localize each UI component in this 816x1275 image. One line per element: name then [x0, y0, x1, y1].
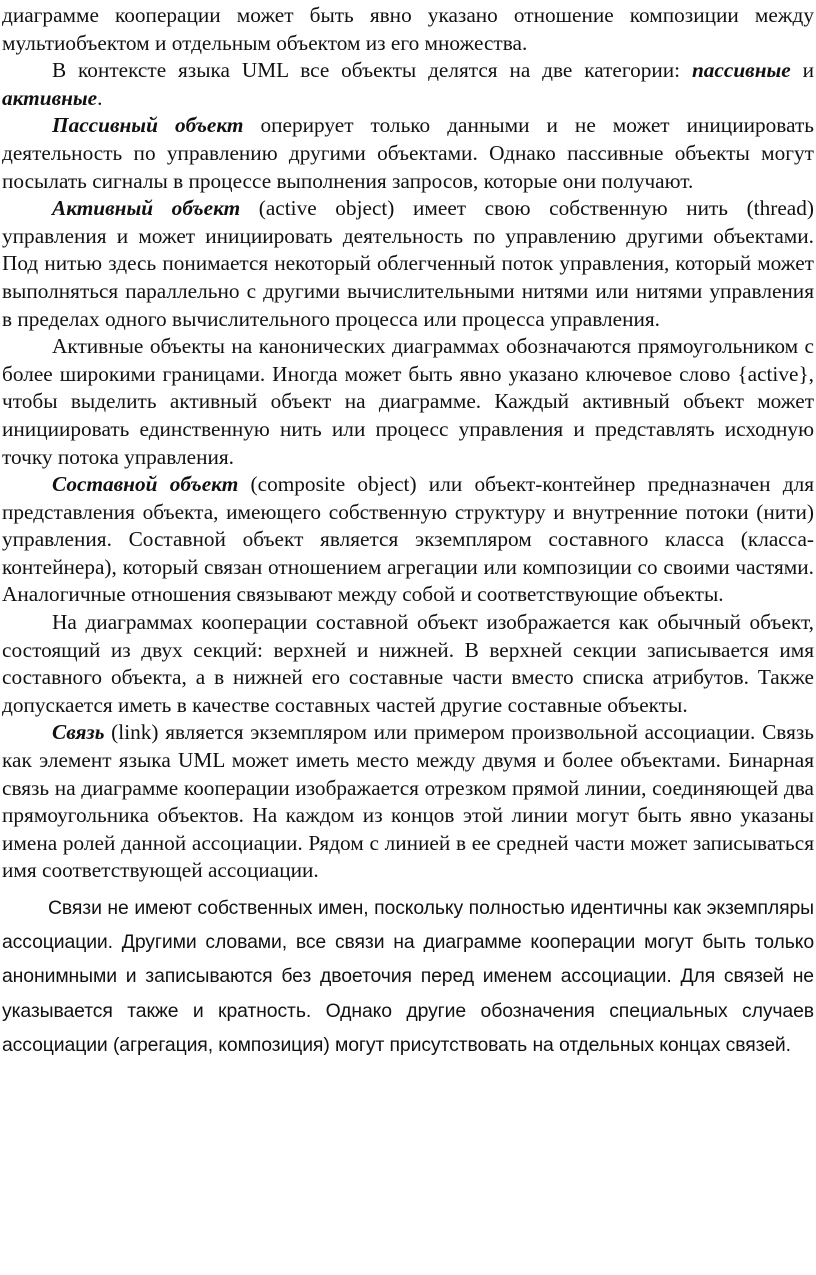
paragraph-lead: В контексте языка UML все объекты делятся на две категории: [52, 58, 692, 83]
paragraph-text: диаграмме кооперации может быть явно указано отношение композиции между мультиобъектом и отдельным объектом из его множества. [2, 3, 814, 55]
paragraph-active-notation [2, 333, 814, 471]
paragraph-text: (composite object) или объект-контейнер предназначен для представления объекта, имеющего собственную структуру и внутренние потоки (нити) управления. Составной объект является экземпляром составного класса (класса-контейнера), который связан отношением агрегации или композиции со своими частями. Аналогичные отношения связывают между собой и соответствующие объекты. [2, 472, 814, 607]
paragraph-passive-object [2, 112, 814, 195]
paragraph-text: На диаграммах кооперации составной объект изображается как обычный объект, состоящий из двух секций: верхней и нижней. В верхней секции записывается имя составного объекта, а в нижней его составные части вместо списка атрибутов. Также допускается иметь в качестве составных частей другие составные объекты. [2, 610, 814, 717]
paragraph-connector: и [790, 58, 814, 83]
paragraph-active-object [2, 195, 814, 333]
term-passive-object: Пассивный объект [52, 113, 244, 138]
paragraph-text: (link) является экземпляром или примером произвольной ассоциации. Связь как элемент языка UML может иметь место между двумя и более объектами. Бинарная связь на диаграмме кооперации изображается отрезком прямой линии, соединяющей два прямоугольника объектов. На каждом из концов этой линии могут быть явно указаны имена ролей данной ассоциации. Рядом с линией в ее средней части может записываться имя соответствующей ассоциации. [2, 720, 814, 883]
paragraph-tail: . [97, 85, 103, 110]
paragraph-composition-relation [2, 2, 814, 57]
paragraph-link [2, 719, 814, 885]
paragraph-text: оперирует только данными и не может инициировать деятельность по управлению другими объектами. Однако пассивные объекты могут посылать сигналы в процессе выполнения запросов, которые они получают. [2, 113, 814, 193]
paragraph-text: Связи не имеют собственных имен, поскольку полностью идентичны как экземпляры ассоциации. Другими словами, все связи на диаграмме кооперации могут быть только анонимными и записываются без двоеточия перед именем ассоциации. Для связей не указывается также и кратность. Однако другие обозначения специальных случаев ассоциации (агрегация, композиция) могут присутствовать на отдельных концах связей. [2, 897, 814, 1056]
paragraph-text: (active object) имеет свою собственную нить (thread) управления и может инициировать деятельность по управлению другими объектами. Под нитью здесь понимается некоторый облегченный поток управления, который может выполняться параллельно с другими вычислительными нитями или нитями управления в пределах одного вычислительного процесса или процесса управления. [2, 196, 814, 331]
term-composite-object: Составной объект [52, 472, 239, 497]
paragraph-composite-notation [2, 609, 814, 719]
paragraph-text: Активные объекты на канонических диаграммах обозначаются прямоугольником с более широкими границами. Иногда может быть явно указано ключевое слово {active}, чтобы выделить активный объект на диаграмме. Каждый активный объект может инициировать единственную нить или процесс управления и представлять исходную точку потока управления. [2, 334, 814, 469]
term-passive: пассивные [691, 58, 791, 83]
paragraph-composite-object [2, 471, 814, 609]
paragraph-link-names [2, 891, 814, 1062]
term-active: активные [2, 85, 98, 110]
term-link: Связь [52, 720, 105, 745]
paragraph-object-categories [2, 57, 814, 112]
term-active-object: Активный объект [52, 196, 241, 221]
